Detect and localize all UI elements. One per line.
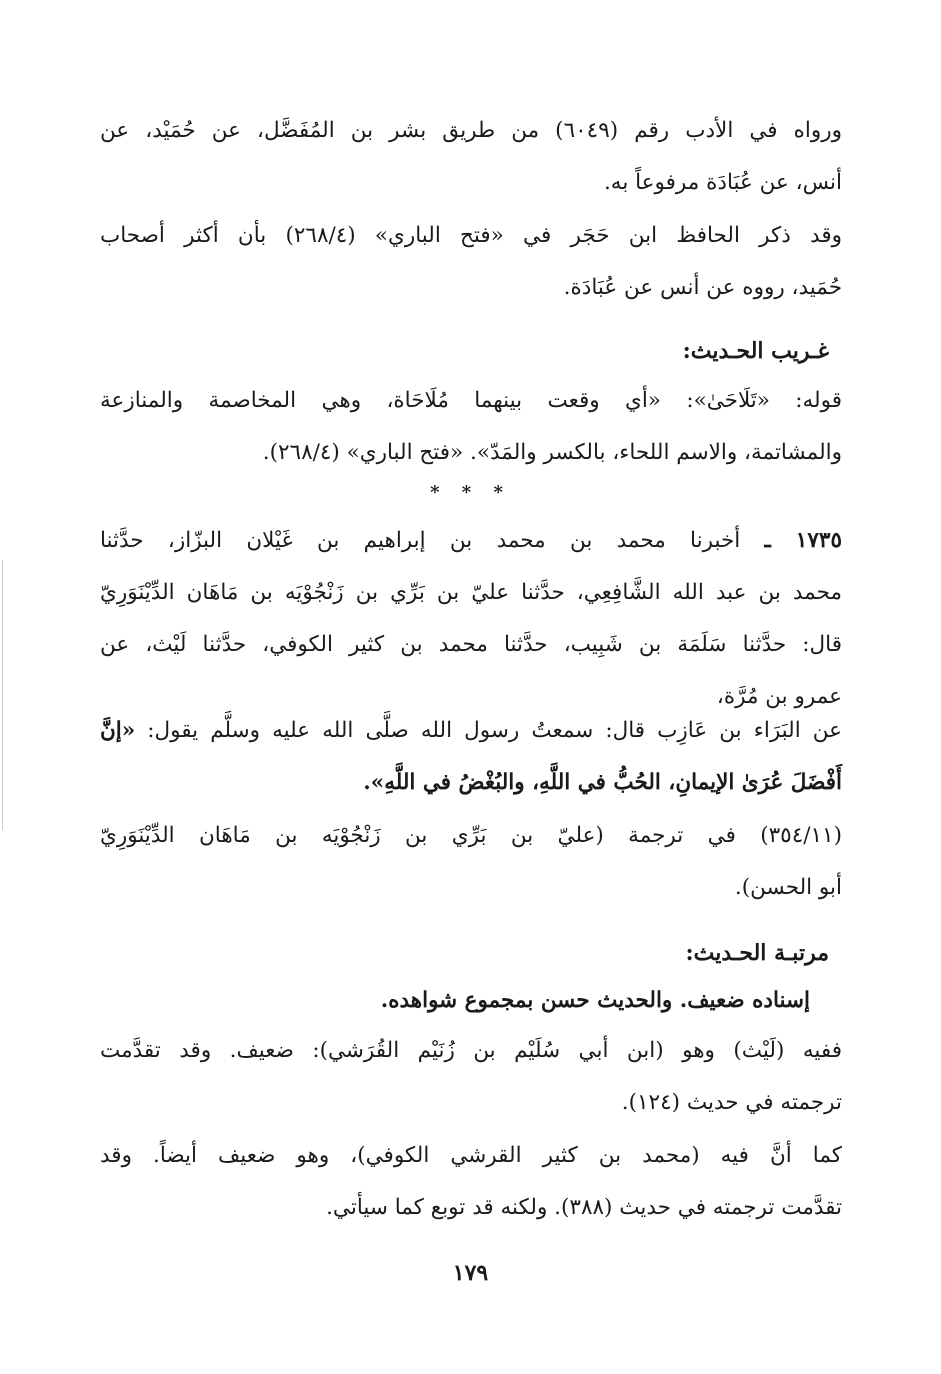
matn-quote-start: «إنَّ — [100, 718, 136, 743]
text-line: قوله: «تَلَاحَىٰ»: «أي وقعت بينهما مُلَاحَاة، وهي المخاصمة والمنازعة — [100, 388, 842, 413]
paragraph-source-reference — [100, 810, 842, 914]
paragraph-adab-narration — [100, 105, 842, 209]
matn-intro: عن البَرَاء بن عَازِب قال: سمعتُ رسول الله صلَّى الله عليه وسلَّم يقول: — [135, 718, 842, 743]
section-separator: * * * — [430, 482, 511, 503]
text-line: أنس، عن عُبَادَة مرفوعاً به. — [603, 170, 842, 195]
text-line: والمشاتمة، والاسم اللحاء، بالكسر والمَدّ». «فتح الباري» (٢٦٨/٤). — [262, 440, 842, 465]
paragraph-muhammad-ibn-kathir — [100, 1130, 842, 1234]
text-line: قال: حدَّثنا سَلَمَة بن شَبِيب، حدَّثنا محمد بن كثير الكوفي، حدَّثنا لَيْث، عن — [100, 632, 842, 657]
text-line: كما أنَّ فيه (محمد بن كثير القرشي الكوفي)، وهو ضعيف أيضاً. وقد — [100, 1143, 842, 1168]
text-line: (٣٥٤/١١) في ترجمة (عليّ بن بَرِّي بن زَنْجُوْيَه بن مَاهَان الدِّيْنَوَرِيّ — [100, 823, 842, 848]
hadith-number: ١٧٣٥ ـ — [764, 528, 842, 553]
rutba-summary — [100, 975, 842, 1027]
paragraph-layth — [100, 1025, 842, 1129]
text-line: إسناده ضعيف. والحديث حسن بمجموع شواهده. — [380, 988, 810, 1013]
text-line: تقدَّمت ترجمته في حديث (٣٨٨). ولكنه قد توبع كما سيأتي. — [326, 1195, 842, 1220]
text-line: عمرو بن مُرَّة، — [716, 684, 842, 709]
text-line — [100, 515, 842, 567]
text-line: ترجمته في حديث (١٢٤). — [621, 1090, 842, 1115]
text-line: حُمَيد، رووه عن أنس عن عُبَادَة. — [563, 275, 842, 300]
text-line: أبو الحسن). — [734, 875, 842, 900]
text-line: ورواه في الأدب رقم (٦٠٤٩) من طريق بشر بن المُفَضَّل، عن حُمَيْد، عن — [100, 118, 843, 143]
matn-quote-text: أَفْضَلَ عُرَىٰ الإيمانِ، الحُبُّ في اللَّهِ، والبُغْضُ في اللَّهِ». — [363, 770, 842, 795]
page-number: ١٧٩ — [452, 1260, 489, 1286]
text-line: محمد بن عبد الله الشَّافِعِي، حدَّثنا عليّ بن بَرِّي بن زَنْجُوْيَه بن مَاهَان الدِّيْنَوَرِيّ — [100, 580, 842, 605]
page-edge-shadow — [2, 560, 3, 830]
heading-gharib-al-hadith: غـريب الحـديث: — [682, 338, 829, 364]
text-line — [100, 705, 842, 757]
hadith-matn — [100, 705, 842, 809]
hadith-isnad — [100, 515, 842, 723]
text-line: ففيه (لَيْث) وهو (ابن أبي سُلَيْم بن زُنَيْم القُرَشي): ضعيف. وقد تقدَّمت — [100, 1038, 842, 1063]
isnad-line-text: أخبرنا محمد بن محمد بن إبراهيم بن غَيْلان البزّاز، حدَّثنا — [100, 528, 741, 553]
paragraph-talaha-meaning — [100, 375, 842, 479]
text-line: وقد ذكر الحافظ ابن حَجَر في «فتح الباري» (٢٦٨/٤) بأن أكثر أصحاب — [100, 223, 842, 248]
heading-rutbat-al-hadith: مرتبـة الحـديث: — [685, 940, 829, 966]
paragraph-ibn-hajar — [100, 210, 842, 314]
